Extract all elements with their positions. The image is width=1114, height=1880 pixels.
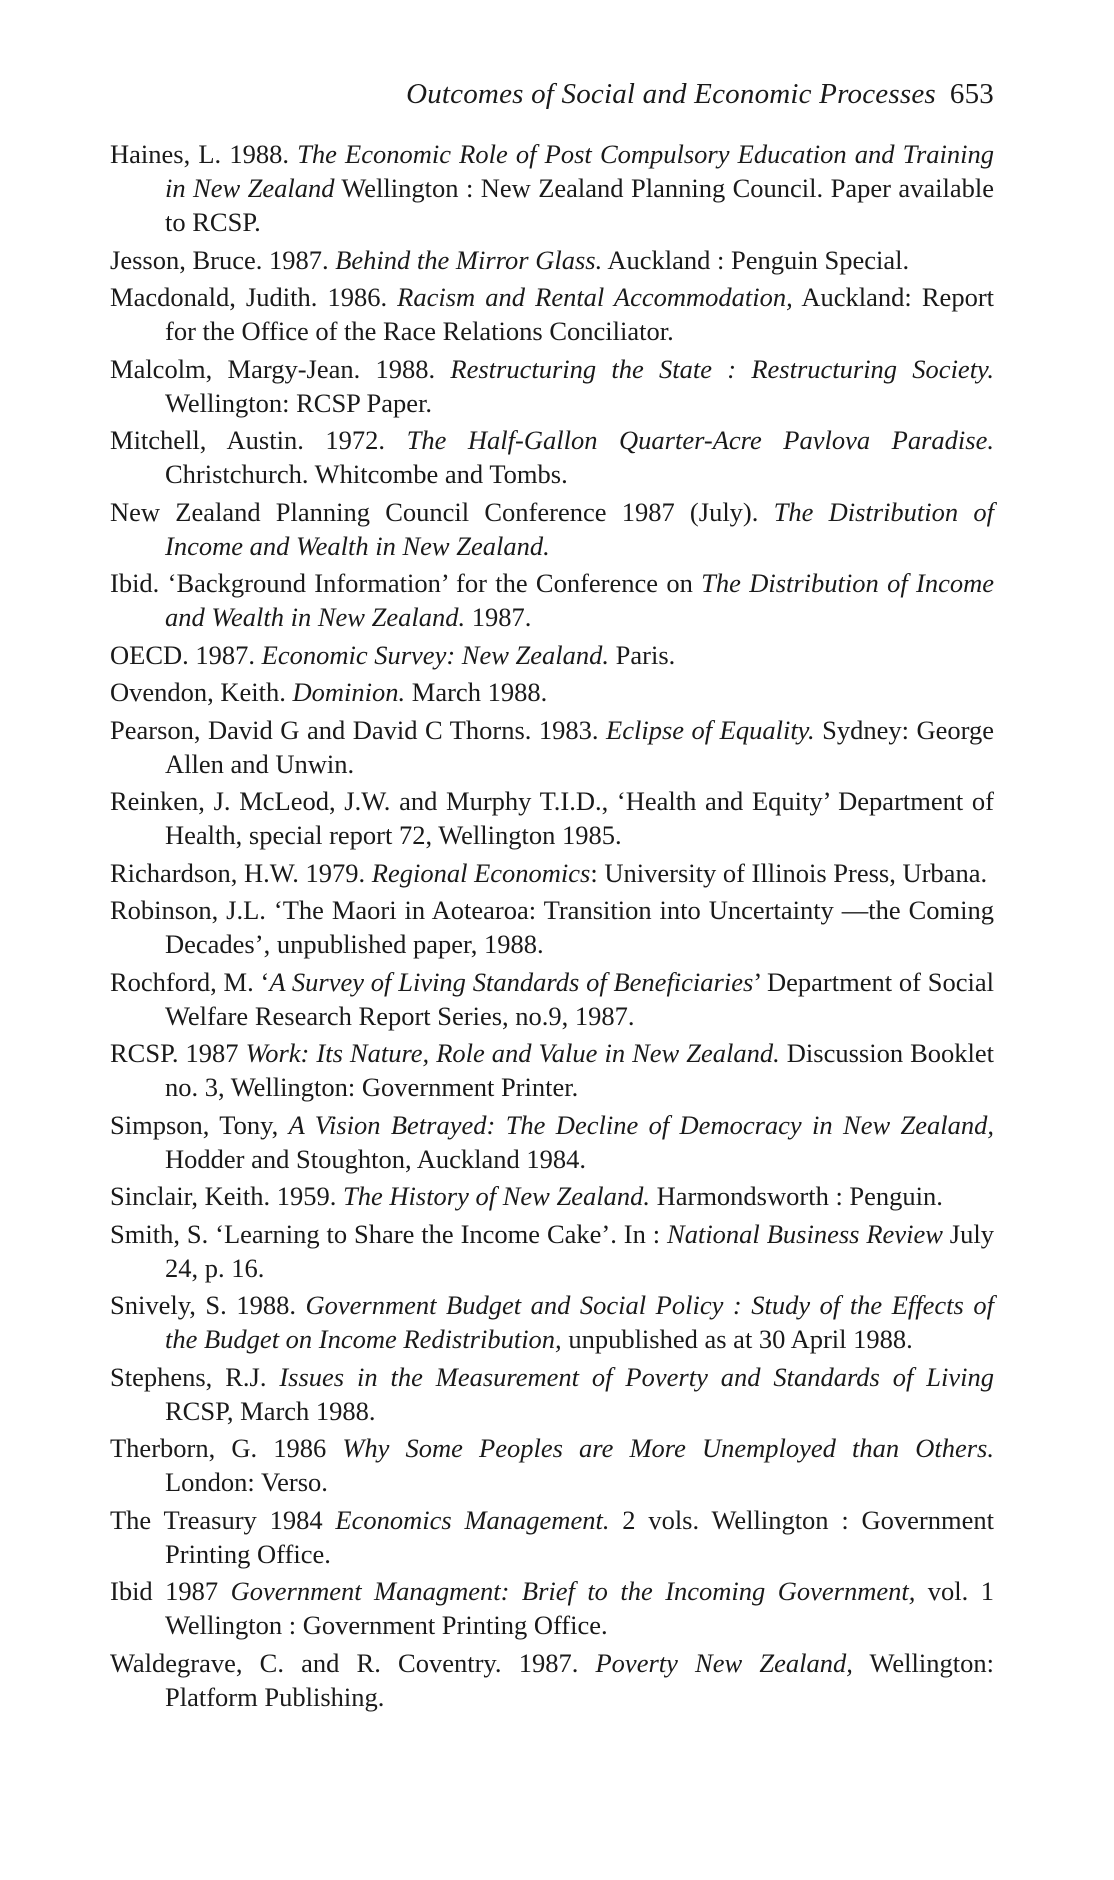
reference-entry <box>110 566 994 634</box>
reference-entry <box>110 1217 994 1285</box>
running-head-title: Outcomes of Social and Economic Processes <box>406 78 936 110</box>
reference-text: Jesson, Bruce. 1987. <box>110 244 336 275</box>
reference-title: A Survey of Living Standards of Beneficiaries <box>269 966 754 997</box>
reference-entry <box>110 675 994 709</box>
reference-text: London: Verso. <box>165 1467 328 1497</box>
reference-entry <box>110 1646 994 1714</box>
reference-text: Rochford, M. ‘ <box>110 966 270 997</box>
reference-text: New Zealand Planning Council Conference 1987 (July). <box>110 496 774 527</box>
reference-title: The Half-Gallon Quarter-Acre Pavlova Paradise. <box>406 425 994 455</box>
reference-entry <box>110 1360 994 1428</box>
reference-entry <box>110 495 994 563</box>
reference-entry <box>110 1108 994 1176</box>
reference-title: Eclipse of Equality. <box>606 714 815 745</box>
reference-entry <box>110 1503 994 1571</box>
reference-title: The Economic Role of Post Compulsory Education and Training in New Zealand <box>165 139 994 203</box>
reference-text: Malcolm, Margy-Jean. 1988. <box>110 353 451 384</box>
reference-text: unpublished as at 30 April 1988. <box>561 1324 913 1354</box>
reference-entry <box>110 1036 994 1104</box>
reference-text: Richardson, H.W. 1979. <box>110 857 372 888</box>
reference-text: Sydney: George Allen and Unwin. <box>165 714 994 779</box>
reference-title: Work: Its Nature, Role and Value in New Zealand. <box>245 1038 780 1068</box>
reference-list <box>110 137 994 1714</box>
reference-text: Harmondsworth : Penguin. <box>649 1181 943 1211</box>
reference-title: Economic Survey: New Zealand. <box>261 639 610 670</box>
reference-text: : University of Illinois Press, Urbana. <box>590 857 988 888</box>
reference-text: Wellington : New Zealand Planning Council. Paper available to RCSP. <box>165 173 994 237</box>
reference-title: Behind the Mirror Glass. <box>335 244 603 275</box>
reference-text: Ovendon, Keith. <box>110 677 293 707</box>
reference-title: Government Managment: Brief to the Incoming Government, <box>230 1576 916 1606</box>
reference-text: Macdonald, Judith. 1986. <box>110 282 398 312</box>
reference-text: Simpson, Tony, <box>110 1109 289 1140</box>
page-number: 653 <box>949 78 994 110</box>
reference-text: RCSP. 1987 <box>110 1038 246 1068</box>
reference-text: Haines, L. 1988. <box>110 139 298 169</box>
reference-text: Stephens, R.J. <box>110 1361 280 1392</box>
reference-title: The History of New Zealand. <box>343 1181 650 1211</box>
reference-text: 2 vols. Wellington : Government Printing Office. <box>165 1504 994 1569</box>
reference-title: The Distribution of Income and Wealth in New Zealand. <box>165 568 994 632</box>
reference-text: OECD. 1987. <box>110 639 262 670</box>
reference-text: Hodder and Stoughton, Auckland 1984. <box>165 1143 587 1174</box>
reference-text: Robinson, J.L. ‘The Maori in Aotearoa: Transition into Uncertainty —the Coming Decades’, unpublished paper, 1988. <box>110 895 994 959</box>
reference-title: The Distribution of Income and Wealth in New Zealand. <box>165 496 994 561</box>
reference-title: National Business Review <box>667 1218 943 1249</box>
reference-entry <box>110 423 994 491</box>
reference-title: Why Some Peoples are More Unemployed than Others. <box>342 1433 994 1463</box>
reference-text: Sinclair, Keith. 1959. <box>110 1181 343 1211</box>
reference-text: Smith, S. ‘Learning to Share the Income Cake’. In : <box>110 1218 668 1249</box>
reference-title: Dominion. <box>292 677 406 707</box>
reference-text: Wellington: RCSP Paper. <box>165 387 433 418</box>
reference-text: RCSP, March 1988. <box>165 1395 376 1426</box>
reference-title: Regional Economics <box>371 857 591 888</box>
reference-entry <box>110 713 994 781</box>
reference-entry <box>110 1288 994 1356</box>
reference-text: Snively, S. 1988. <box>110 1290 306 1320</box>
reference-text: Pearson, David G and David C Thorns. 1983. <box>110 714 607 745</box>
reference-text: Discussion Booklet no. 3, Wellington: Government Printer. <box>165 1038 995 1102</box>
reference-title: Poverty New Zealand, <box>595 1647 853 1678</box>
reference-entry <box>110 965 994 1033</box>
reference-entry <box>110 638 994 672</box>
reference-entry <box>110 1179 994 1213</box>
reference-entry <box>110 1574 994 1642</box>
reference-entry <box>110 893 994 961</box>
reference-text: The Treasury 1984 <box>110 1504 336 1535</box>
reference-entry <box>110 137 994 239</box>
reference-text: Paris. <box>609 639 676 670</box>
reference-text: Ibid. ‘Background Information’ for the Conference on <box>110 568 702 598</box>
reference-text: Mitchell, Austin. 1972. <box>110 425 407 455</box>
reference-text: March 1988. <box>405 677 548 707</box>
reference-entry <box>110 856 994 890</box>
reference-entry <box>110 1431 994 1499</box>
reference-text: 1987. <box>465 602 532 632</box>
reference-title: A Vision Betrayed: The Decline of Democracy in New Zealand, <box>288 1109 994 1140</box>
reference-text: Ibid 1987 <box>110 1576 231 1606</box>
reference-text: Waldegrave, C. and R. Coventry. 1987. <box>110 1647 596 1678</box>
reference-title: Issues in the Measurement of Poverty and Standards of Living <box>279 1361 994 1392</box>
reference-title: Economics Management. <box>335 1504 610 1535</box>
document-page <box>110 78 994 1717</box>
reference-entry <box>110 280 994 348</box>
reference-text: vol. 1 Wellington : Government Printing Office. <box>165 1576 994 1640</box>
reference-text: Auckland: Report for the Office of the Race Relations Conciliator. <box>165 282 995 346</box>
reference-entry <box>110 784 994 852</box>
reference-title: Restructuring the State : Restructuring Society. <box>450 353 994 384</box>
running-head <box>110 78 994 111</box>
reference-text: Therborn, G. 1986 <box>110 1433 343 1463</box>
reference-entry <box>110 243 994 277</box>
reference-entry <box>110 352 994 420</box>
reference-text: Wellington: Platform Publishing. <box>165 1647 994 1712</box>
reference-text: Christchurch. Whitcombe and Tombs. <box>165 459 568 489</box>
reference-title: Racism and Rental Accommodation, <box>397 282 793 312</box>
reference-text: July 24, p. 16. <box>165 1218 994 1283</box>
reference-text: Auckland : Penguin Special. <box>602 244 910 275</box>
reference-text: Reinken, J. McLeod, J.W. and Murphy T.I.D., ‘Health and Equity’ Department of Health, special report 72, Wellington 1985. <box>110 786 994 850</box>
reference-text: ’ Department of Social Welfare Research Report Series, no.9, 1987. <box>165 966 995 1031</box>
reference-title: Government Budget and Social Policy : Study of the Effects of the Budget on Income Redistribution, <box>165 1290 994 1354</box>
